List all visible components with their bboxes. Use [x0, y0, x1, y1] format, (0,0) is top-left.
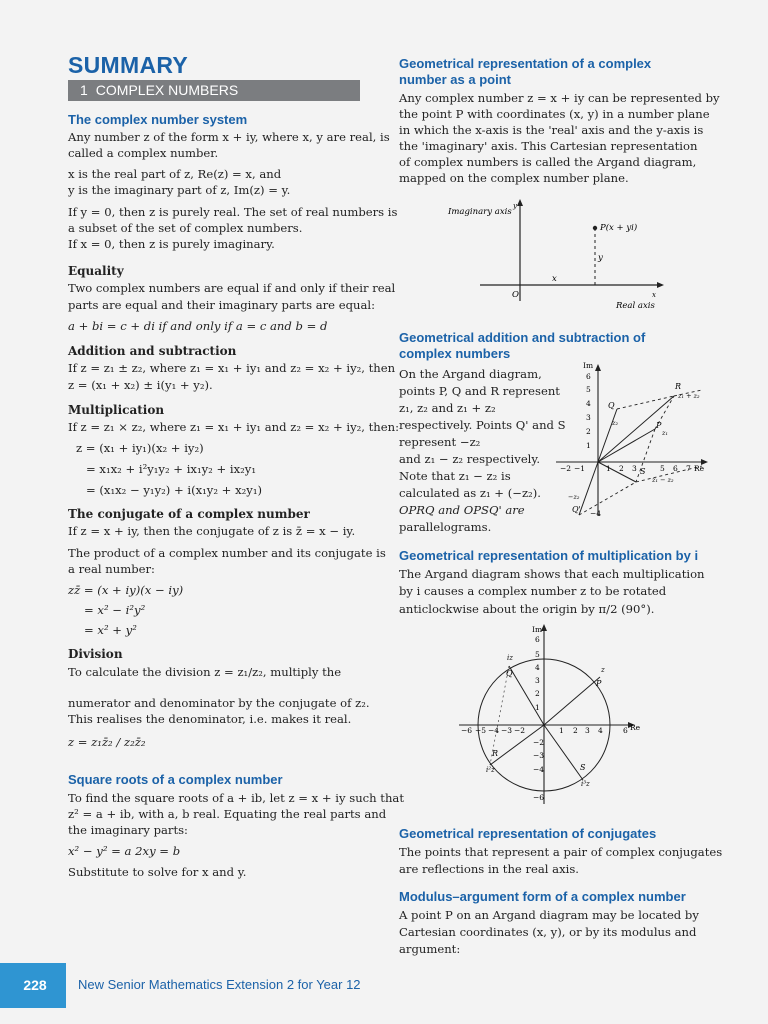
- fig2-vector-s: [598, 462, 636, 482]
- fig3-x-tick-1: 1: [559, 726, 564, 735]
- text-system-2: called a complex number.: [68, 146, 219, 160]
- text-conj-4: zz̄ = (x + iy)(x − iy): [68, 583, 184, 597]
- fig2-x-tick-2: 2: [619, 464, 624, 473]
- fig2-label-q: Q: [608, 401, 615, 410]
- fig3-y-tick-4: 4: [535, 663, 540, 672]
- fig2-x-tick-neg2: −2: [560, 464, 572, 473]
- fig2-x-tick-3: 3: [632, 464, 637, 473]
- fig1-origin-label: O: [512, 290, 519, 300]
- section-name: COMPLEX NUMBERS: [95, 82, 239, 98]
- fig1-y-axis-label: y: [513, 202, 517, 210]
- fig3-label-r: R: [492, 749, 499, 758]
- text-geo-6: mapped on the complex number plane.: [399, 171, 629, 185]
- text-system-1: Any number z of the form x + iy, where x, y are real, is: [68, 130, 390, 144]
- text-purely-3: If x = 0, then z is purely imaginary.: [68, 237, 275, 251]
- fig3-label-p: P: [596, 679, 602, 688]
- text-div-4: z = z₁z̄₂ / z₂z̄₂: [68, 735, 146, 749]
- fig3-vector-p: [544, 677, 600, 725]
- fig1-x-arrow: [657, 282, 664, 288]
- text-conj-6: = x² + y²: [84, 623, 137, 637]
- text-imag-part: y is the imaginary part of z, Im(z) = y.: [68, 183, 291, 197]
- fig2-dash-ps: [636, 429, 655, 482]
- text-sqrt-2: z² = a + ib, with a, b real. Equating the real parts and: [68, 807, 387, 821]
- fig3-label-q: Q: [506, 669, 513, 678]
- fig3-y-tick-2: 2: [535, 689, 540, 698]
- text-mult-4: = (x₁x₂ − y₁y₂) + i(x₁y₂ + x₂y₁): [86, 483, 262, 497]
- fig2-label-neg-z2: −z₂: [568, 493, 580, 501]
- fig2-label-r: R: [675, 382, 682, 391]
- fig3-label-i3z: i³z: [581, 780, 590, 788]
- fig2-x-tick-neg1: −1: [574, 464, 586, 473]
- heading-geo-mult-i: Geometrical representation of multiplication by i: [399, 548, 699, 563]
- fig2-x-tick-1: 1: [606, 464, 611, 473]
- fig2-label-z1: z₁: [662, 429, 669, 437]
- text-modarg-3: argument:: [399, 942, 461, 956]
- fig2-label-z1-plus-z2: z₁ + z₂: [678, 392, 700, 400]
- fig3-label-i2z: i²z: [486, 766, 495, 774]
- text-mult-i-1: The Argand diagram shows that each multiplication: [399, 567, 705, 581]
- page-number: 228: [0, 963, 66, 1008]
- fig3-label-s: S: [580, 763, 586, 772]
- fig3-x-tick-neg6: −6: [461, 726, 473, 735]
- text-mult-2: z = (x₁ + iy₁)(x₂ + iy₂): [76, 441, 204, 455]
- heading-geo-addsub-1: Geometrical addition and subtraction of: [399, 330, 646, 345]
- text-addsub-8: calculated as z₁ + (−z₂).: [399, 486, 541, 500]
- text-sqrt-3: the imaginary parts:: [68, 823, 188, 837]
- fig2-y-tick-5: 5: [586, 385, 591, 394]
- text-addsub-9: OPRQ and OPSQ' are: [399, 503, 525, 517]
- text-eq-2: parts are equal and their imaginary parts are equal:: [68, 298, 375, 312]
- section-bar: [68, 80, 360, 101]
- fig3-x-tick-4: 4: [598, 726, 603, 735]
- text-purely-1: If y = 0, then z is purely real. The set of real numbers is: [68, 205, 398, 219]
- fig2-label-qprime: Q': [572, 505, 581, 514]
- book-title: New Senior Mathematics Extension 2 for Year 12: [78, 977, 361, 992]
- fig3-x-tick-neg5: −5: [475, 726, 487, 735]
- fig2-y-tick-3: 3: [586, 413, 591, 422]
- text-div-2: numerator and denominator by the conjugate of z₂.: [68, 696, 370, 710]
- text-add-2: z = (x₁ + x₂) ± i(y₁ + y₂).: [68, 378, 213, 392]
- fig1-point-p: [593, 226, 597, 230]
- fig2-x-tick-5: 5: [660, 464, 665, 473]
- fig3-y-tick-neg6: −6: [533, 793, 545, 802]
- text-sqrt-1: To find the square roots of a + ib, let z = x + iy such that: [68, 791, 404, 805]
- fig2-label-p: P: [656, 421, 662, 430]
- text-conj-2: The product of a complex number and its conjugate is: [68, 546, 386, 560]
- fig3-label-iz: iz: [507, 654, 513, 662]
- text-sqrt-5: Substitute to solve for x and y.: [68, 865, 247, 879]
- fig2-x-tick-7: 7: [686, 464, 691, 473]
- fig2-dash-qr: [617, 396, 674, 409]
- fig2-vector-p: [598, 429, 655, 462]
- heading-mult: Multiplication: [68, 403, 165, 417]
- fig3-y-tick-neg2: −2: [533, 738, 545, 747]
- fig2-x-tick-6: 6: [673, 464, 678, 473]
- text-real-part: x is the real part of z, Re(z) = x, and: [68, 167, 282, 181]
- fig2-y-tick-neg4: −4: [590, 509, 602, 518]
- text-geo-conj-2: are reflections in the real axis.: [399, 862, 579, 876]
- heading-equality: Equality: [68, 264, 124, 278]
- section-number: 1: [80, 82, 88, 98]
- fig3-x-tick-neg4: −4: [488, 726, 500, 735]
- text-geo-3: in which the x-axis is the 'real' axis and the y-axis is: [399, 123, 704, 137]
- fig3-y-tick-1: 1: [535, 703, 540, 712]
- text-geo-1: Any complex number z = x + iy can be represented by: [399, 91, 720, 105]
- fig1-point-label: P(x + yi): [600, 223, 638, 233]
- text-addsub-4: respectively. Points Q' and S: [399, 418, 566, 432]
- fig3-x-tick-neg2: −2: [514, 726, 526, 735]
- text-modarg-1: A point P on an Argand diagram may be located by: [399, 908, 699, 922]
- text-addsub-10: parallelograms.: [399, 520, 492, 534]
- fig2-y-tick-4: 4: [586, 399, 591, 408]
- text-mult-1: If z = z₁ × z₂, where z₁ = x₁ + iy₁ and z₂ = x₂ + iy₂, then:: [68, 420, 399, 434]
- text-modarg-2: Cartesian coordinates (x, y), or by its modulus and: [399, 925, 697, 939]
- text-addsub-7: Note that z₁ − z₂ is: [399, 469, 511, 483]
- fig3-y-axis-label: Im: [532, 625, 543, 634]
- text-sqrt-4: x² − y² = a 2xy = b: [68, 844, 181, 858]
- fig1-x-label: x: [552, 274, 557, 284]
- text-conj-5: = x² − i²y²: [84, 603, 146, 617]
- text-addsub-6: and z₁ − z₂ respectively.: [399, 452, 541, 466]
- text-geo-conj-1: The points that represent a pair of complex conjugates: [399, 845, 723, 859]
- argand-point-diagram: [440, 196, 670, 316]
- fig3-x-axis-label: Re: [630, 723, 641, 732]
- heading-square-roots: Square roots of a complex number: [68, 772, 283, 787]
- fig2-y-tick-1: 1: [586, 441, 591, 450]
- fig3-label-z: z: [601, 666, 605, 674]
- fig3-x-tick-3: 3: [585, 726, 590, 735]
- fig2-x-axis-label: Re: [694, 464, 705, 473]
- text-purely-2: a subset of the set of complex numbers.: [68, 221, 303, 235]
- fig1-real-label: Real axis: [616, 301, 655, 311]
- fig1-y-arrow: [517, 199, 523, 206]
- text-addsub-1: On the Argand diagram,: [399, 367, 542, 381]
- fig3-x-tick-2: 2: [573, 726, 578, 735]
- text-mult-i-2: by i causes a complex number z to be rotated: [399, 584, 667, 598]
- fig1-imag-label: Imaginary axis: [448, 207, 512, 217]
- text-geo-4: the 'imaginary' axis. This Cartesian representation: [399, 139, 698, 153]
- heading-geo-conjugates: Geometrical representation of conjugates: [399, 826, 657, 841]
- fig3-y-tick-5: 5: [535, 650, 540, 659]
- heading-geo-point-1: Geometrical representation of a complex: [399, 56, 652, 71]
- text-eq-3: a + bi = c + di if and only if a = c and b = d: [68, 319, 328, 333]
- fig3-x-tick-neg3: −3: [501, 726, 513, 735]
- text-addsub-3: z₁, z₂ and z₁ + z₂: [399, 401, 496, 415]
- fig2-y-arrow: [595, 364, 601, 371]
- heading-addsub: Addition and subtraction: [68, 344, 237, 358]
- fig1-x-axis-label: x: [652, 291, 656, 299]
- text-mult-3: = x₁x₂ + i²y₁y₂ + ix₁y₂ + ix₂y₁: [86, 462, 256, 476]
- fig2-y-axis-label: Im: [583, 361, 594, 370]
- heading-conjugate: The conjugate of a complex number: [68, 507, 310, 521]
- heading-complex-system: The complex number system: [68, 112, 248, 127]
- heading-division: Division: [68, 647, 123, 661]
- text-geo-5: of complex numbers is called the Argand diagram,: [399, 155, 697, 169]
- text-conj-1: If z = x + iy, then the conjugate of z is z̄ = x − iy.: [68, 524, 356, 538]
- heading-geo-point-2: number as a point: [399, 72, 511, 87]
- text-add-1: If z = z₁ ± z₂, where z₁ = x₁ + iy₁ and z₂ = x₂ + iy₂, then: [68, 361, 396, 375]
- text-div-1: To calculate the division z = z₁/z₂, multiply the: [68, 665, 342, 679]
- fig2-y-tick-2: 2: [586, 427, 591, 436]
- fig1-y-label: y: [598, 253, 603, 263]
- text-geo-2: the point P with coordinates (x, y) in a number plane: [399, 107, 710, 121]
- fig2-y-tick-6: 6: [586, 372, 591, 381]
- heading-modulus-argument: Modulus–argument form of a complex number: [399, 889, 686, 904]
- text-addsub-5: represent −z₂: [399, 435, 481, 449]
- fig2-label-s: S: [640, 467, 646, 476]
- fig3-y-tick-3: 3: [535, 676, 540, 685]
- text-addsub-2: points P, Q and R represent: [399, 384, 560, 398]
- text-div-3: This realises the denominator, i.e. makes it real.: [68, 712, 352, 726]
- text-conj-3: a real number:: [68, 562, 155, 576]
- fig2-label-z1-minus-z2: z₁ − z₂: [652, 476, 674, 484]
- fig3-y-tick-neg3: −3: [533, 751, 545, 760]
- fig2-dash-qps: [579, 482, 636, 515]
- fig3-y-tick-neg4: −4: [533, 765, 545, 774]
- fig3-y-tick-6: 6: [535, 635, 540, 644]
- text-mult-i-3: anticlockwise about the origin by π/2 (90°).: [399, 602, 655, 616]
- addition-subtraction-diagram: [540, 358, 710, 520]
- heading-geo-addsub-2: complex numbers: [399, 346, 511, 361]
- fig3-x-tick-6: 6: [623, 726, 628, 735]
- multiplication-by-i-diagram: [455, 620, 670, 805]
- page-title: SUMMARY: [68, 52, 189, 78]
- fig2-label-z2: z₂: [612, 419, 619, 427]
- text-eq-1: Two complex numbers are equal if and only if their real: [68, 281, 396, 295]
